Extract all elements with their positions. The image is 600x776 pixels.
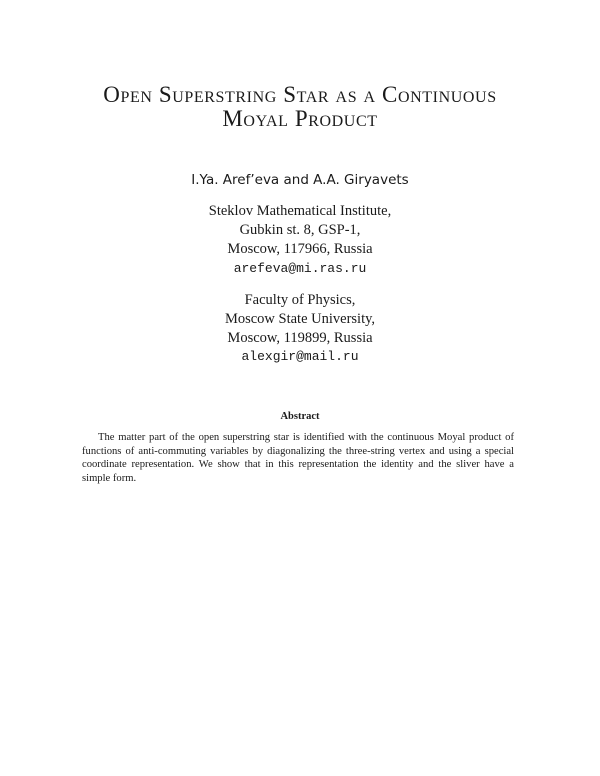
paper-title-line-1: Open Superstring Star as a Continuous — [103, 82, 497, 107]
affiliation-1-email[interactable]: arefeva@mi.ras.ru — [233, 261, 367, 276]
affiliation-2-line-1: Faculty of Physics, — [244, 292, 356, 308]
authors: I.Ya. Aref’eva and A.A. Giryavets — [191, 172, 409, 188]
affiliation-1-line-1: Steklov Mathematical Institute, — [208, 203, 392, 219]
affiliation-2-line-3: Moscow, 119899, Russia — [227, 330, 373, 346]
affiliation-1-line-3: Moscow, 117966, Russia — [227, 241, 373, 257]
affiliation-2-line-2: Moscow State University, — [224, 311, 376, 327]
affiliation-1-line-2: Gubkin st. 8, GSP-1, — [239, 222, 361, 238]
affiliation-2-email[interactable]: alexgir@mail.ru — [241, 349, 359, 364]
abstract-text: The matter part of the open superstring star is identified with the continuous Moyal product of functions of anti-commuting variables by diagonalizing the three-string vertex and using a special coordinate representation. We show that in this representation the identity and the sliver have a simple form. — [82, 432, 514, 484]
abstract-heading: Abstract — [280, 411, 320, 422]
paper-title-line-2: Moyal Product — [222, 106, 378, 131]
